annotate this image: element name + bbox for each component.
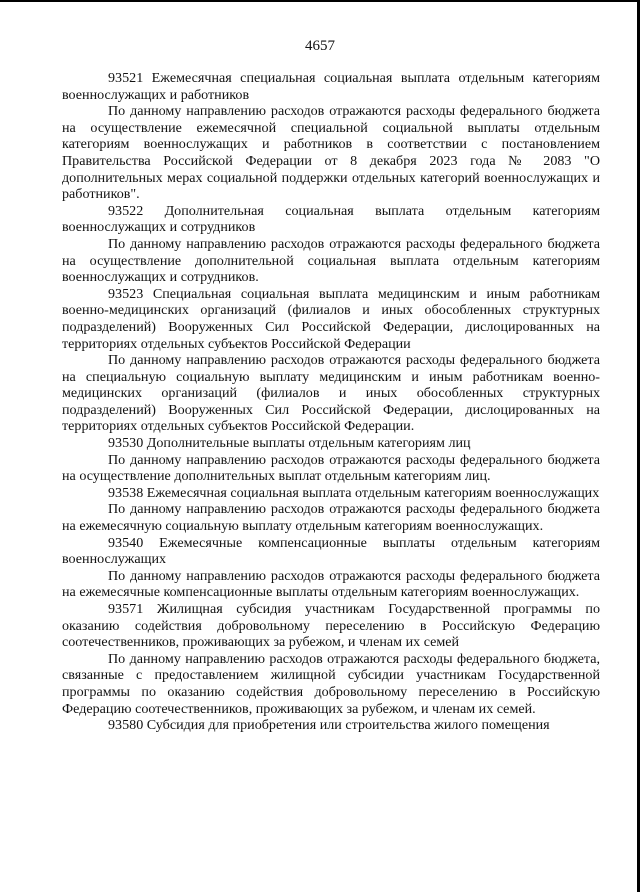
section-heading-93523: 93523 Специальная социальная выплата медицинским и иным работникам военно-медицинских организаций (филиалов и иных обособленных структурных подразделений) Вооруженных Сил Российской Федерации, дислоцированных на территориях отдельных субъектов Российской Федерации bbox=[62, 285, 600, 352]
section-body-93522: По данному направлению расходов отражаются расходы федерального бюджета на осуществление дополнительной социальная выплата отдельным категориям военнослужащих и сотрудников. bbox=[62, 235, 600, 286]
section-body-93523: По данному направлению расходов отражаются расходы федерального бюджета на специальную социальную выплату медицинским и иным работникам военно-медицинских организаций (филиалов и иных обособленных структурных подразделений) Вооруженных Сил Российской Федерации, дислоцированных на территориях отдельных субъектов Российской Федерации. bbox=[62, 352, 600, 435]
section-body-93571: По данному направлению расходов отражаются расходы федерального бюджета, связанные с предоставлением жилищной субсидии участникам Государственной программы по оказанию содействия добровольному переселению в Российскую Федерацию соотечественников, проживающих за рубежом, и членам их семей. bbox=[62, 650, 600, 717]
section-body-93521: По данному направлению расходов отражаются расходы федерального бюджета на осуществление ежемесячной специальной социальной выплаты отдельным категориям военнослужащих и работников в соответствии с постановлением Правительства Российской Федерации от 8 декабря 2023 года № 2083 "О дополнительных мерах социальной поддержки отдельных категорий военнослужащих и работников". bbox=[62, 103, 600, 203]
section-body-93530: По данному направлению расходов отражаются расходы федерального бюджета на осуществление дополнительных выплат отдельным категориям лиц. bbox=[62, 451, 600, 485]
section-heading-93540: 93540 Ежемесячные компенсационные выплаты отдельным категориям военнослужащих bbox=[62, 534, 600, 568]
section-body-93540: По данному направлению расходов отражаются расходы федерального бюджета на ежемесячные компенсационные выплаты отдельным категориям военнослужащих. bbox=[62, 567, 600, 601]
body-text bbox=[62, 70, 600, 734]
section-heading-93538: 93538 Ежемесячная социальная выплата отдельным категориям военнослужащих bbox=[108, 484, 600, 501]
section-heading-93522: 93522 Дополнительная социальная выплата отдельным категориям военнослужащих и сотрудников bbox=[62, 202, 600, 236]
section-heading-93530: 93530 Дополнительные выплаты отдельным категориям лиц bbox=[108, 435, 471, 452]
page-number: 4657 bbox=[305, 38, 335, 54]
section-body-93538: По данному направлению расходов отражаются расходы федерального бюджета на ежемесячную социальную выплату отдельным категориям военнослужащих. bbox=[62, 501, 600, 535]
section-heading-93521: 93521 Ежемесячная специальная социальная выплата отдельным категориям военнослужащих и работников bbox=[62, 70, 600, 103]
section-heading-93571: 93571 Жилищная субсидия участникам Государственной программы по оказанию содействия добровольному переселению в Российскую Федерацию соотечественников, проживающих за рубежом, и членам их семей bbox=[62, 601, 600, 651]
scan-edge-top bbox=[0, 0, 640, 2]
section-heading-93580: 93580 Субсидия для приобретения или строительства жилого помещения bbox=[108, 717, 550, 734]
